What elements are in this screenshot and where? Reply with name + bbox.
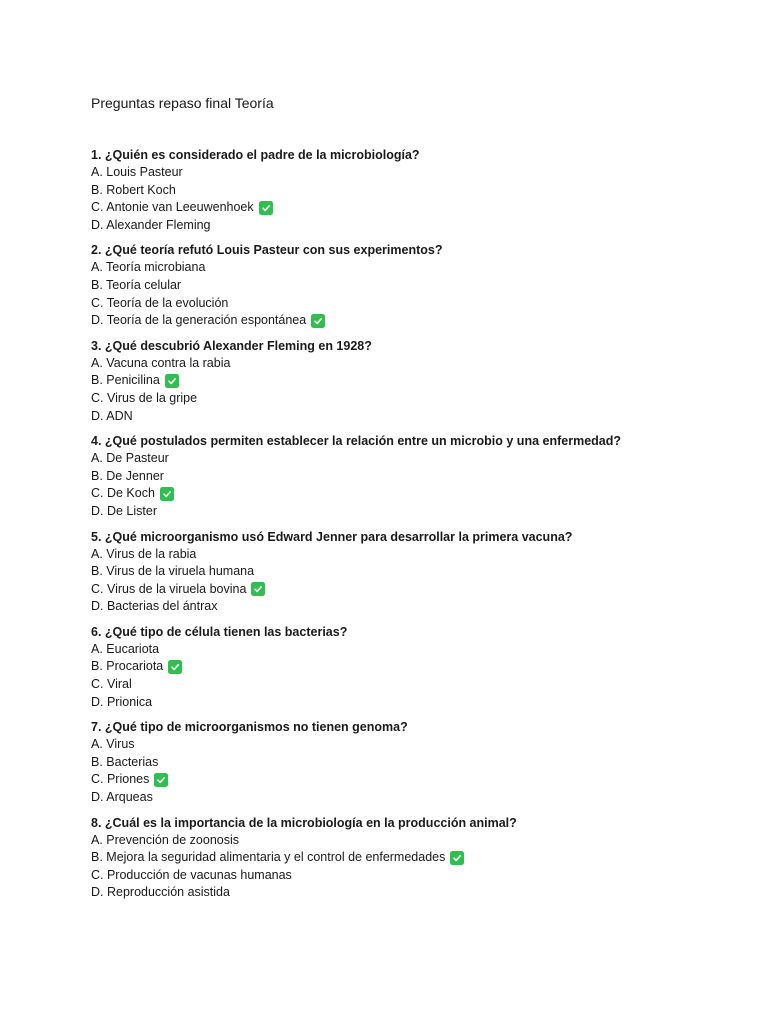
check-mark-icon	[311, 314, 325, 328]
check-mark-icon	[259, 201, 273, 215]
option-list	[91, 832, 731, 902]
answer-option	[91, 546, 731, 564]
answer-option	[91, 355, 731, 373]
answer-option-text: D. Alexander Fleming	[91, 217, 211, 232]
option-list	[91, 641, 731, 711]
question-title: 6. ¿Qué tipo de célula tienen las bacterias?	[91, 624, 348, 639]
answer-option-text: B. Bacterias	[91, 754, 159, 769]
option-list	[91, 450, 731, 520]
answer-option-text: A. Prevención de zoonosis	[91, 832, 240, 847]
answer-option-text: C. De Koch	[91, 486, 155, 501]
answer-option	[91, 563, 731, 581]
answer-option	[91, 450, 731, 468]
answer-option	[91, 164, 731, 182]
answer-option	[91, 754, 731, 772]
check-mark-icon	[168, 660, 182, 674]
answer-option	[91, 598, 731, 616]
question-block	[91, 432, 731, 520]
answer-option	[91, 884, 731, 902]
question-title: 2. ¿Qué teoría refutó Louis Pasteur con sus experimentos?	[91, 243, 443, 258]
answer-option-text: A. Eucariota	[91, 641, 160, 656]
option-list	[91, 355, 731, 425]
question-title: 3. ¿Qué descubrió Alexander Fleming en 1928?	[91, 338, 372, 353]
answer-option	[91, 259, 731, 277]
answer-option-text: C. Virus de la gripe	[91, 390, 198, 405]
answer-option	[91, 503, 731, 521]
answer-option	[91, 832, 731, 850]
answer-option	[91, 867, 731, 885]
check-mark-icon	[450, 851, 464, 865]
answer-option	[91, 771, 731, 789]
answer-option-text: B. De Jenner	[91, 468, 164, 483]
check-mark-icon	[165, 374, 179, 388]
option-list	[91, 546, 731, 616]
answer-option	[91, 581, 731, 599]
answer-option	[91, 694, 731, 712]
answer-option-text: D. Teoría de la generación espontánea	[91, 313, 307, 328]
answer-option	[91, 390, 731, 408]
answer-option-text: B. Procariota	[91, 659, 164, 674]
answer-option-text: B. Teoría celular	[91, 277, 182, 292]
check-mark-icon	[154, 773, 168, 787]
question-list	[91, 146, 731, 909]
answer-option	[91, 408, 731, 426]
answer-option-text: C. Teoría de la evolución	[91, 295, 229, 310]
check-mark-icon	[251, 582, 265, 596]
answer-option-text: A. Virus de la rabia	[91, 546, 197, 561]
answer-option	[91, 676, 731, 694]
answer-option	[91, 485, 731, 503]
answer-option-text: B. Penicilina	[91, 373, 160, 388]
question-title: 8. ¿Cuál es la importancia de la microbiología en la producción animal?	[91, 815, 517, 830]
answer-option	[91, 849, 731, 867]
answer-option	[91, 217, 731, 235]
question-title: 5. ¿Qué microorganismo usó Edward Jenner para desarrollar la primera vacuna?	[91, 529, 573, 544]
answer-option-text: A. De Pasteur	[91, 451, 169, 466]
page-title: Preguntas repaso final Teoría	[91, 95, 274, 111]
answer-option-text: A. Louis Pasteur	[91, 165, 183, 179]
question-title: 4. ¿Qué postulados permiten establecer la relación entre un microbio y una enfermedad?	[91, 434, 621, 449]
answer-option-text: C. Antonie van Leeuwenhoek	[91, 200, 254, 215]
answer-option	[91, 312, 731, 330]
answer-option-text: C. Priones	[91, 772, 150, 787]
answer-option-text: C. Virus de la viruela bovina	[91, 581, 247, 596]
option-list	[91, 259, 731, 329]
option-list	[91, 736, 731, 806]
answer-option-text: B. Virus de la viruela humana	[91, 564, 255, 579]
question-block	[91, 623, 731, 711]
question-block	[91, 146, 731, 234]
question-block	[91, 241, 731, 329]
answer-option	[91, 468, 731, 486]
answer-option-text: A. Teoría microbiana	[91, 260, 206, 275]
answer-option-text: B. Mejora la seguridad alimentaria y el control de enfermedades	[91, 850, 446, 865]
answer-option-text: A. Vacuna contra la rabia	[91, 355, 231, 370]
question-title: 7. ¿Qué tipo de microorganismos no tienen genoma?	[91, 720, 408, 735]
answer-option-text: D. Reproducción asistida	[91, 885, 230, 900]
option-list	[91, 164, 731, 234]
answer-option	[91, 199, 731, 217]
answer-option	[91, 277, 731, 295]
answer-option-text: C. Producción de vacunas humanas	[91, 867, 292, 882]
answer-option-text: D. Bacterias del ántrax	[91, 599, 218, 614]
answer-option	[91, 372, 731, 390]
answer-option-text: A. Virus	[91, 737, 135, 752]
answer-option	[91, 789, 731, 807]
answer-option-text: D. Arqueas	[91, 790, 153, 805]
answer-option-text: C. Viral	[91, 677, 132, 692]
question-block	[91, 718, 731, 806]
question-block	[91, 814, 731, 902]
answer-option	[91, 658, 731, 676]
answer-option	[91, 182, 731, 200]
answer-option	[91, 641, 731, 659]
answer-option-text: D. Prionica	[91, 694, 153, 709]
question-title: 1. ¿Quién es considerado el padre de la microbiología?	[91, 148, 420, 162]
answer-option-text: D. ADN	[91, 408, 133, 423]
check-mark-icon	[160, 487, 174, 501]
answer-option	[91, 295, 731, 313]
question-block	[91, 337, 731, 425]
answer-option	[91, 736, 731, 754]
answer-option-text: D. De Lister	[91, 503, 157, 518]
answer-option-text: B. Robert Koch	[91, 182, 176, 197]
question-block	[91, 528, 731, 616]
